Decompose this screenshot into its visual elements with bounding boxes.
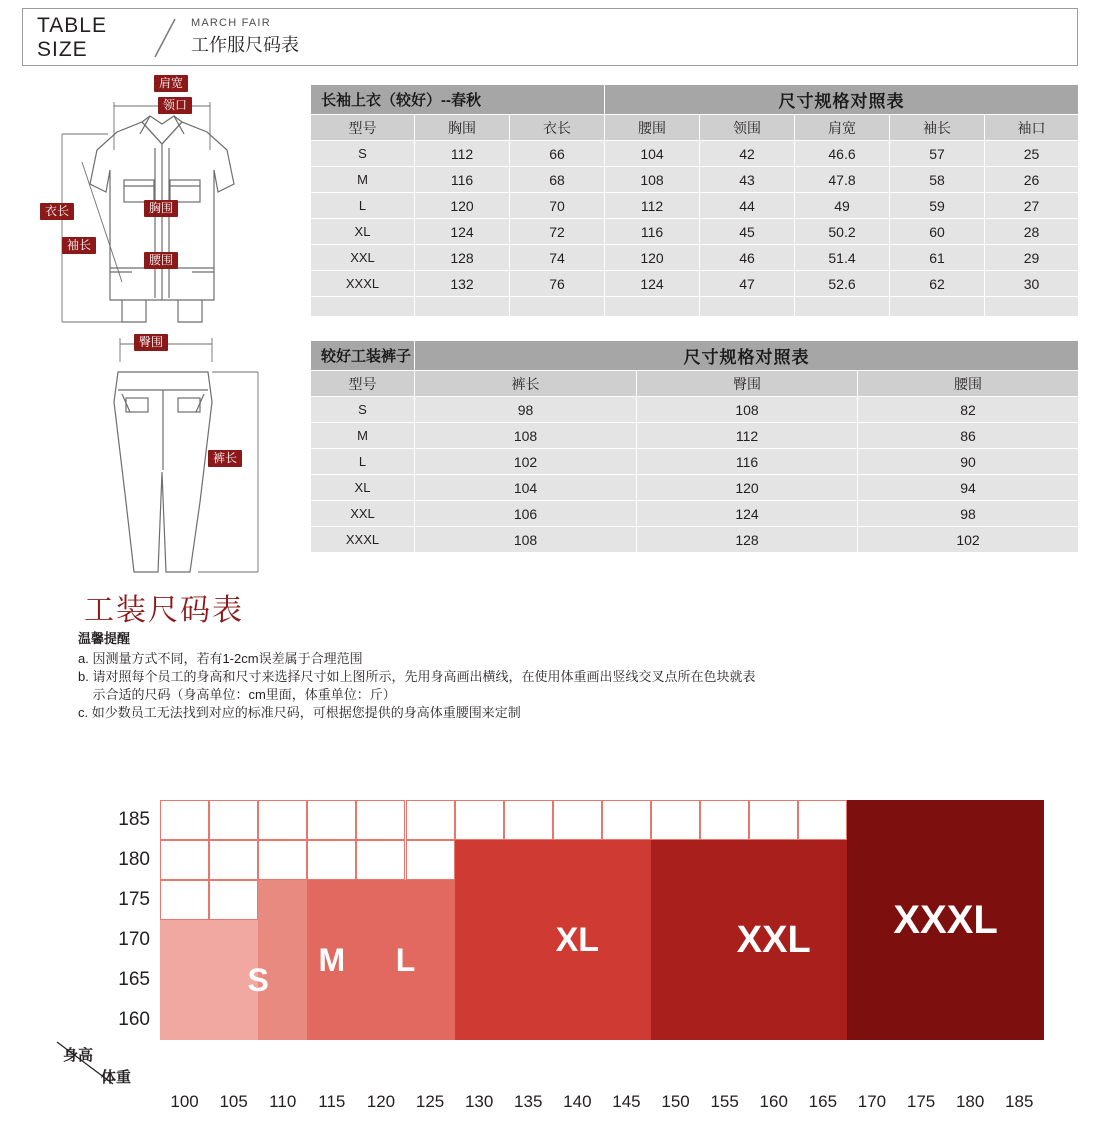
cell: XL (311, 219, 415, 245)
matrix-cell (209, 880, 258, 920)
cell: 58 (890, 167, 985, 193)
jacket-table-subtitle: 尺寸规格对照表 (605, 85, 1079, 115)
pants-size-table (310, 340, 1079, 553)
axis-label-height: 身高 (63, 1047, 94, 1064)
cell: 72 (510, 219, 605, 245)
jacket-table-header-row (311, 115, 1079, 141)
page-header (22, 8, 1078, 66)
matrix-cell (602, 800, 651, 840)
spacer-cell (311, 297, 415, 317)
cell: XXXL (311, 527, 415, 553)
y-tick-label: 165 (118, 969, 150, 990)
cell: 27 (985, 193, 1079, 219)
cell: 120 (605, 245, 700, 271)
matrix-cell (258, 840, 307, 880)
cell: 25 (985, 141, 1079, 167)
cell: XXL (311, 245, 415, 271)
note-b-line2: 示合适的尺码（身高单位：cm里面，体重单位：斤） (78, 687, 396, 702)
label-coat-length: 衣长 (40, 203, 74, 220)
x-tick-label: 135 (514, 1092, 543, 1111)
brand-block (191, 17, 299, 57)
matrix-cell (455, 800, 504, 840)
cell: 112 (637, 423, 858, 449)
note-b-line1: b. 请对照每个员工的身高和尺寸来选择尺寸如上图所示，先用身高画出横线，在使用体重画出竖线交叉点所在色块就表 (78, 669, 756, 684)
table-row (311, 423, 1079, 449)
size-label-s: S (247, 962, 269, 998)
pants-table-band (311, 341, 1079, 371)
y-tick-label: 175 (118, 889, 150, 910)
cell: 102 (858, 527, 1079, 553)
matrix-cell (307, 800, 356, 840)
cell: 128 (415, 245, 510, 271)
cell: 30 (985, 271, 1079, 297)
matrix-cell (406, 840, 455, 880)
cell: 116 (605, 219, 700, 245)
table-row (311, 397, 1079, 423)
col-header: 袖长 (890, 115, 985, 141)
x-tick-label: 175 (906, 1092, 936, 1111)
matrix-cell (160, 800, 209, 840)
cell: L (311, 449, 415, 475)
cell: 66 (510, 141, 605, 167)
cell: 29 (985, 245, 1079, 271)
jacket-table-band (311, 85, 1079, 115)
cell: 108 (415, 527, 637, 553)
cell: 52.6 (795, 271, 890, 297)
cell: 120 (415, 193, 510, 219)
col-header: 臀围 (637, 371, 858, 397)
cell: 76 (510, 271, 605, 297)
cell: 46.6 (795, 141, 890, 167)
header-table-word: TABLE (37, 14, 107, 37)
cell: 42 (700, 141, 795, 167)
cell: 70 (510, 193, 605, 219)
x-tick-label: 160 (759, 1092, 788, 1111)
note-a: a. 因测量方式不同，若有1-2cm误差属于合理范围 (78, 651, 363, 666)
matrix-cell (504, 800, 553, 840)
table-row (311, 449, 1079, 475)
x-tick-label: 120 (366, 1092, 396, 1111)
col-header: 领围 (700, 115, 795, 141)
x-tick-label: 150 (661, 1092, 690, 1111)
label-chest: 胸围 (144, 200, 178, 217)
size-label-l: L (395, 942, 416, 978)
col-header: 型号 (311, 115, 415, 141)
cell: 108 (605, 167, 700, 193)
x-tick-label: 180 (955, 1092, 985, 1111)
cell: 45 (700, 219, 795, 245)
size-label-m: M (318, 942, 346, 978)
cell: 60 (890, 219, 985, 245)
note-c: c. 如少数员工无法找到对应的标准尺码，可根据您提供的身高体重腰围来定制 (78, 705, 521, 720)
cell: 94 (858, 475, 1079, 501)
pants-table-subtitle: 尺寸规格对照表 (415, 341, 1079, 371)
label-waist: 腰围 (144, 252, 178, 269)
col-header: 型号 (311, 371, 415, 397)
table-row (311, 219, 1079, 245)
cell: 49 (795, 193, 890, 219)
y-tick-label: 160 (118, 1009, 150, 1030)
spacer-cell (890, 297, 985, 317)
cell: 82 (858, 397, 1079, 423)
size-label-xl: XL (555, 921, 600, 959)
cell: 102 (415, 449, 637, 475)
col-header: 裤长 (415, 371, 637, 397)
cell: XL (311, 475, 415, 501)
cell: 46 (700, 245, 795, 271)
cell: 98 (415, 397, 637, 423)
table-row (311, 245, 1079, 271)
cell: 61 (890, 245, 985, 271)
col-header: 衣长 (510, 115, 605, 141)
spacer-cell (415, 297, 510, 317)
cell: 28 (985, 219, 1079, 245)
table-row (311, 527, 1079, 553)
x-tick-label: 130 (464, 1092, 494, 1111)
cell: XXL (311, 501, 415, 527)
label-sleeve-length: 袖长 (62, 237, 96, 254)
header-table-size (37, 14, 147, 62)
cell: 112 (415, 141, 510, 167)
table-row (311, 193, 1079, 219)
matrix-axis-corner (55, 1040, 155, 1086)
pants-table-title: 较好工装裤子 (311, 341, 415, 371)
cell: 128 (637, 527, 858, 553)
matrix-cell (749, 800, 798, 840)
matrix-cell (356, 800, 405, 840)
table-row (311, 271, 1079, 297)
matrix-cell (406, 800, 455, 840)
x-tick-label: 110 (269, 1092, 297, 1111)
x-tick-label: 125 (415, 1092, 445, 1111)
col-header: 腰围 (605, 115, 700, 141)
matrix-cell (209, 800, 258, 840)
header-size-word: SIZE (37, 38, 88, 61)
col-header: 胸围 (415, 115, 510, 141)
cell: M (311, 167, 415, 193)
matrix-cell (356, 840, 405, 880)
x-tick-label: 170 (857, 1092, 887, 1111)
matrix-cell (307, 840, 356, 880)
cell: 59 (890, 193, 985, 219)
slash-icon (151, 17, 181, 59)
x-tick-label: 155 (710, 1092, 739, 1111)
y-tick-label: 180 (118, 849, 150, 870)
label-hip: 臀围 (134, 334, 168, 351)
x-tick-label: 185 (1005, 1092, 1034, 1111)
cell: 86 (858, 423, 1079, 449)
label-shoulder-width: 肩宽 (154, 75, 188, 92)
x-tick-label: 105 (219, 1092, 248, 1111)
matrix-cell (160, 840, 209, 880)
cell: 44 (700, 193, 795, 219)
matrix-cell (209, 840, 258, 880)
spacer-cell (605, 297, 700, 317)
table-row (311, 167, 1079, 193)
col-header: 袖口 (985, 115, 1079, 141)
cell: 132 (415, 271, 510, 297)
brand-name-en: MARCH FAIR (191, 17, 271, 29)
jacket-table-title: 长袖上衣（较好）--春秋 (311, 85, 605, 115)
table-row (311, 475, 1079, 501)
table-row (311, 141, 1079, 167)
cell: 124 (637, 501, 858, 527)
x-tick-label: 115 (318, 1092, 346, 1111)
brand-subtitle-cn: 工作服尺码表 (191, 35, 299, 55)
label-collar: 领口 (158, 97, 192, 114)
spacer-cell (795, 297, 890, 317)
spacer-cell (510, 297, 605, 317)
cell: 124 (415, 219, 510, 245)
matrix-cell (651, 800, 700, 840)
cell: 104 (605, 141, 700, 167)
cell: 62 (890, 271, 985, 297)
matrix-cell (553, 800, 602, 840)
matrix-cell (798, 800, 847, 840)
cell: 116 (415, 167, 510, 193)
cell: 51.4 (795, 245, 890, 271)
cell: 47 (700, 271, 795, 297)
cell: S (311, 141, 415, 167)
col-header: 腰围 (858, 371, 1079, 397)
size-label-xxl: XXL (736, 919, 811, 961)
page-title: 工装尺码表 (84, 594, 244, 627)
y-tick-label: 185 (118, 809, 150, 830)
table-spacer-row (311, 297, 1079, 317)
cell: 68 (510, 167, 605, 193)
matrix-cell (160, 880, 209, 920)
cell: 50.2 (795, 219, 890, 245)
size-label-xxxl: XXXL (893, 898, 998, 942)
cell: 108 (415, 423, 637, 449)
cell: 47.8 (795, 167, 890, 193)
jacket-size-table (310, 84, 1079, 317)
matrix-cell (258, 800, 307, 840)
cell: XXXL (311, 271, 415, 297)
cell: 120 (637, 475, 858, 501)
matrix-cell (700, 800, 749, 840)
cell: 108 (637, 397, 858, 423)
cell: 98 (858, 501, 1079, 527)
notes-block (78, 630, 998, 722)
cell: 106 (415, 501, 637, 527)
cell: 116 (637, 449, 858, 475)
x-tick-label: 145 (612, 1092, 641, 1111)
notes-heading: 温馨提醒 (78, 631, 131, 646)
cell: 43 (700, 167, 795, 193)
cell: 124 (605, 271, 700, 297)
col-header: 肩宽 (795, 115, 890, 141)
cell: 26 (985, 167, 1079, 193)
x-tick-label: 140 (563, 1092, 592, 1111)
x-tick-label: 100 (170, 1092, 199, 1111)
cell: 104 (415, 475, 637, 501)
cell: S (311, 397, 415, 423)
x-tick-label: 165 (808, 1092, 838, 1111)
table-row (311, 501, 1079, 527)
cell: 74 (510, 245, 605, 271)
cell: 57 (890, 141, 985, 167)
label-pants-length: 裤长 (208, 450, 242, 467)
garment-diagram (22, 72, 302, 582)
cell: L (311, 193, 415, 219)
cell: M (311, 423, 415, 449)
cell: 90 (858, 449, 1079, 475)
cell: 112 (605, 193, 700, 219)
pants-table-header-row (311, 371, 1079, 397)
spacer-cell (700, 297, 795, 317)
spacer-cell (985, 297, 1079, 317)
size-matrix-chart (55, 800, 1040, 1060)
y-tick-label: 170 (118, 929, 150, 950)
axis-label-weight: 体重 (101, 1069, 132, 1086)
